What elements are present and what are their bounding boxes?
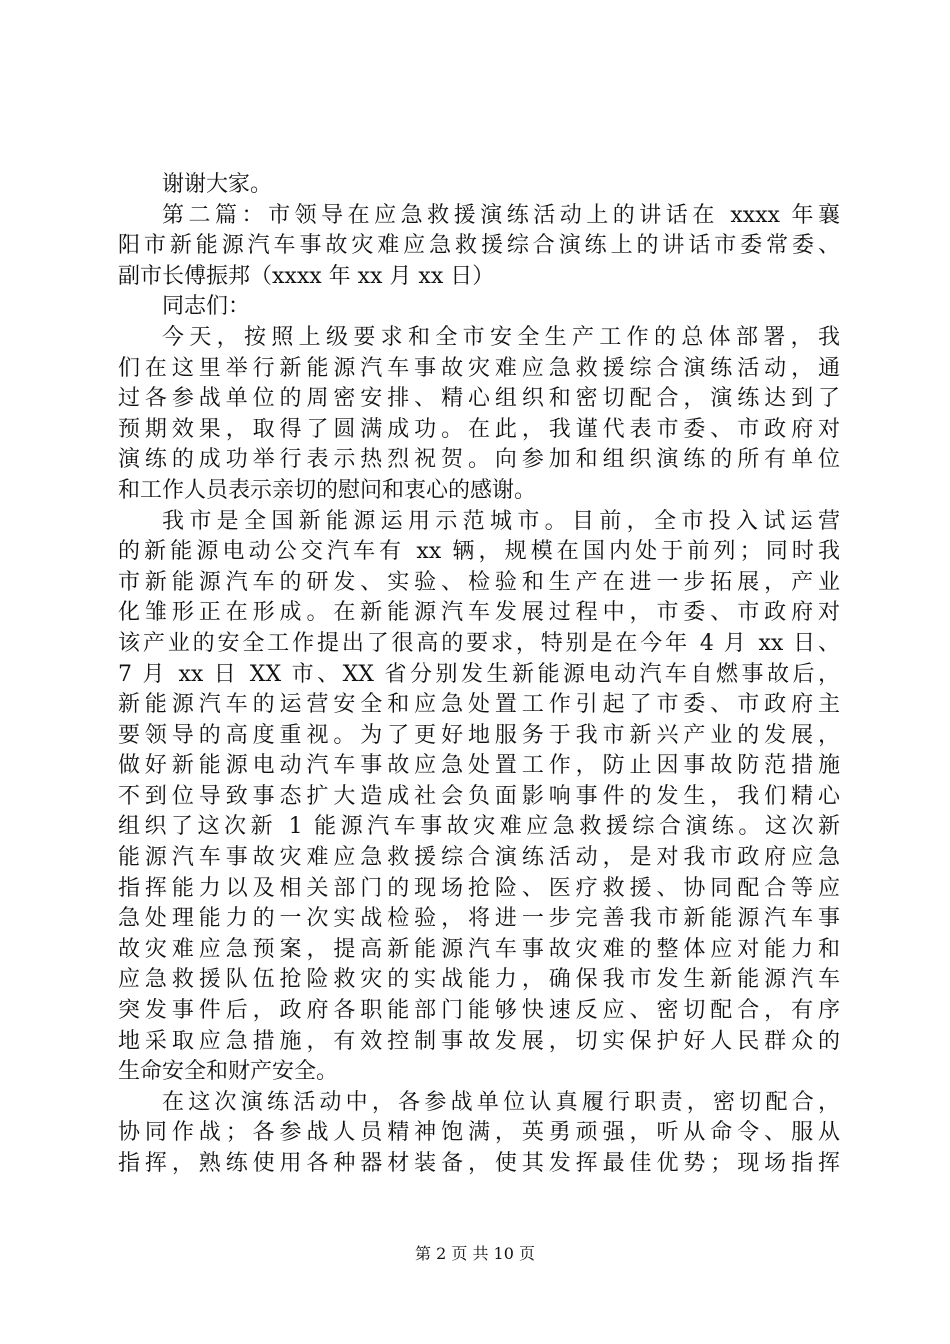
text-line: 故灾难应急预案，提高新能源汽车事故灾难的整体应对能力和 (118, 936, 840, 962)
text-line: 同志们： (162, 294, 251, 320)
text-line: 预期效果，取得了圆满成功。在此，我谨代表市委、市政府对 (118, 416, 840, 442)
text-line: 做好新能源电动汽车事故应急处置工作，防止因事故防范措施 (118, 753, 840, 779)
text-line: 过各参战单位的周密安排、精心组织和密切配合，演练达到了 (118, 386, 840, 412)
text-line: 副市长傅振邦（xxxx 年 xx 月 xx 日） (118, 263, 495, 289)
text-line: 谢谢大家。 (162, 172, 273, 197)
text-line: 们在这里举行新能源汽车事故灾难应急救援综合演练活动，通 (118, 355, 840, 381)
text-line: 要领导的高度重视。为了更好地服务于我市新兴产业的发展， (118, 722, 840, 748)
text-line: 突发事件后，政府各职能部门能够快速反应、密切配合，有序 (118, 998, 840, 1024)
text-line: 的新能源电动公交汽车有 xx 辆，规模在国内处于前列；同时我 (118, 539, 840, 565)
text-line: 新能源汽车的运营安全和应急处置工作引起了市委、市政府主 (118, 692, 840, 718)
text-line: 第二篇：市领导在应急救援演练活动上的讲话在 xxxx 年襄 (162, 202, 840, 228)
text-line: 组织了这次新 1 能源汽车事故灾难应急救援综合演练。这次新 (118, 814, 840, 840)
page-footer: 第 2 页 共 10 页 (415, 1244, 535, 1263)
text-line: 指挥，熟练使用各种器材装备，使其发挥最佳优势；现场指挥 (118, 1151, 840, 1176)
text-line: 化雏形正在形成。在新能源汽车发展过程中，市委、市政府对 (118, 600, 840, 626)
text-line: 演练的成功举行表示热烈祝贺。向参加和组织演练的所有单位 (118, 447, 840, 473)
text-line: 协同作战；各参战人员精神饱满，英勇顽强，听从命令、服从 (118, 1120, 840, 1146)
text-line: 今天，按照上级要求和全市安全生产工作的总体部署，我 (162, 324, 840, 350)
text-line: 7 月 xx 日 XX 市、XX 省分别发生新能源电动汽车自燃事故后， (118, 661, 840, 687)
text-line: 生命安全和财产安全。 (118, 1059, 339, 1085)
text-line: 能源汽车事故灾难应急救援综合演练活动，是对我市政府应急 (118, 845, 840, 871)
text-line: 和工作人员表示亲切的慰问和衷心的感谢。 (118, 477, 537, 503)
text-line: 市新能源汽车的研发、实验、检验和生产在进一步拓展，产业 (118, 569, 840, 595)
text-line: 我市是全国新能源运用示范城市。目前，全市投入试运营 (162, 508, 840, 534)
text-line: 应急救援队伍抢险救灾的实战能力，确保我市发生新能源汽车 (118, 967, 840, 993)
text-line: 指挥能力以及相关部门的现场抢险、医疗救援、协同配合等应 (118, 875, 840, 901)
document-body (118, 170, 840, 1180)
text-line: 地采取应急措施，有效控制事故发展，切实保护好人民群众的 (118, 1028, 840, 1054)
text-line: 急处理能力的一次实战检验，将进一步完善我市新能源汽车事 (118, 906, 840, 932)
text-line: 该产业的安全工作提出了很高的要求，特别是在今年 4 月 xx 日、 (118, 630, 840, 656)
text-line: 不到位导致事态扩大造成社会负面影响事件的发生，我们精心 (118, 783, 840, 809)
text-line: 在这次演练活动中，各参战单位认真履行职责，密切配合， (162, 1089, 840, 1115)
text-line: 阳市新能源汽车事故灾难应急救援综合演练上的讲话市委常委、 (118, 233, 840, 259)
